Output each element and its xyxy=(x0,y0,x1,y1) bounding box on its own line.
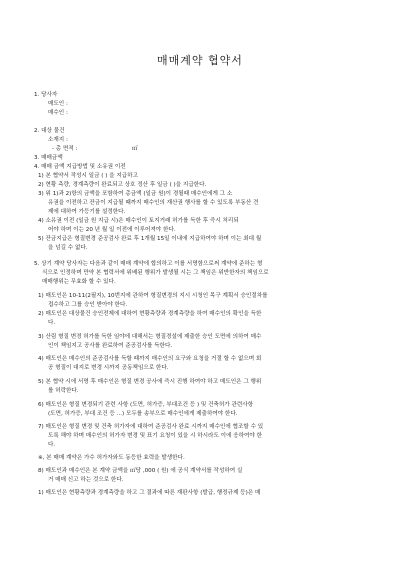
clause-5-1-line2: 접수하고 그를 승인 받아야 한다. xyxy=(48,302,128,308)
area-unit: ㎡ xyxy=(132,146,138,152)
area-label: - 총 면적 : xyxy=(52,146,78,152)
clause-4-3-line3: 제에 대하여 가등기를 설정한다. xyxy=(48,209,126,215)
buyer-label: 매수인 : xyxy=(48,110,68,116)
clause-5-3-line2: 인이 책임지고 공사를 완료하여 준공검사를 득한다. xyxy=(48,343,173,349)
seller-label: 매도인 : xyxy=(48,101,68,107)
clause-5-6-line2: (도면, 허가증, 부대 조건 등 ...) 모두를 송부으로 매수인에게 제출하여야 한다. xyxy=(48,411,238,417)
clause-5-7-line3: 다. xyxy=(48,442,56,448)
section-4-heading: 4. 매매 금액 지급방법 및 소유권 이전 xyxy=(34,164,126,170)
clause-4-1: 1) 본 협약서 작성시 일금 ( ) 을 지급하고 xyxy=(38,173,138,179)
clause-5-4-line2: 공 형질이 대지로 변경 시까지 공동책임으로 한다. xyxy=(48,365,169,371)
clause-5-9-line1: 1) 매도인은 현황측량과 경계측량을 하고 그 결과에 따른 재판사항 (발급, 행정규제 등)은 매 xyxy=(38,490,261,496)
section-1-heading: 1. 당사자 xyxy=(34,92,58,98)
clause-5-2-line2: 다. xyxy=(48,320,56,326)
clause-5-8-line2: 거 매매 신고 하는 것으로 한다. xyxy=(48,477,124,483)
section-5-line1: 5. 상기 계약 당사자는 다음과 같이 매매 계약에 합의하고 이를 서명함으로써 계약에 준하는 형 xyxy=(34,261,263,267)
clause-5-6-line1: 6) 매도인은 형질 변경되기 관련 사항 (도면, 허가증, 부대조건 등 ) 및 건축허가 관련사항 xyxy=(38,402,254,408)
document-title: 매매계약 협약서 xyxy=(157,54,243,67)
section-5-line2: 식으로 인정하며 만약 본 협력서에 위배된 행위가 발생될 시는 그 책임은 위반한자의 책임으로 xyxy=(42,270,269,276)
clause-5-4-line1: 4) 매도인은 매수인의 준공검사를 득할 때까지 매수인의 요구와 요청을 거절 할 수 없으며 회 xyxy=(38,356,262,362)
clause-5-8-line1: 8) 매도인과 매수인은 본 계약 금액을 ㎡당 ,000 ( 원) 에 공식 계약서를 작성하여 실 xyxy=(38,468,243,474)
clause-5-1-line1: 1) 매도인은 10-11(2필지), 10번지에 관하여 형질변경의 지시 시청인 목구 계획서 승인절차를 xyxy=(38,293,268,299)
clause-5-2-line1: 2) 매도인은 대상물건 승인전제에 대하여 현황측량과 경계측량을 하여 매수인의 확인을 득한 xyxy=(38,311,262,317)
location-label: 소재지 : xyxy=(48,137,68,143)
clause-4-4-line1: 4) 소유권 이전 (일금 원 지급 시)은 매수인이 토지거래 허가를 득한 후 즉시 처리되 xyxy=(38,218,239,224)
clause-4-4-line2: 어야 하며 이는 20 년 월 일 이전에 이루어져야 한다. xyxy=(48,227,176,233)
clause-5-7-line2: 도록 해야 하며 매수인의 허가자 변경 및 표기 요청이 있을 시 하시라도 이에 응하여야 한 xyxy=(48,433,263,439)
clause-5-3-line1: 3) 산림 형질 변경 허가를 득한 임야에 대해서는 형질경설에 제출한 승인 도면에 의하여 매수 xyxy=(38,334,262,340)
clause-5-5-line2: 를 허락한다. xyxy=(48,388,79,394)
clause-4-5-line2: 을 넘길 수 없다. xyxy=(48,245,88,251)
section-3-heading: 3. 매매금액 xyxy=(34,155,63,161)
section-2-heading: 2. 대상 물건 xyxy=(34,128,65,134)
clause-4-5-line1: 5) 잔금지급은 형질변경 준공검사 완료 후 1개월 15일 이내에 지급하여야 하며 이는 최대 월 xyxy=(38,236,262,242)
note-line: ※, 본 매매 계약은 가수 허가자와도 동등한 효력을 발생한다. xyxy=(38,455,185,461)
clause-4-3-line1: 3) 위 1)과 2)항의 금액을 포함하여 총금액 (일금 원)이 경될때 매수인에게 그 소 xyxy=(38,191,233,197)
clause-4-2: 2) 현황 측량, 경계측량이 완료되고 상호 정산 후 일금 ( )을 지급한다. xyxy=(38,182,207,188)
clause-4-3-line2: 유권을 이전하고 잔금이 지급될 때까지 매수인의 재산권 행사를 할 수 있도록 부동산 견 xyxy=(48,200,259,206)
clause-5-7-line1: 7) 매도인은 형질 변경 및 건축 허가자에 대하여 준공검사 완료 시까지 매수인에 협조할 수 있 xyxy=(38,424,264,430)
clause-5-5-line1: 5) 본 협약 시에 서명 후 매수인은 형질 변경 공사에 즉시 진행 하여야 하고 매도인은 그 행위 xyxy=(38,379,262,385)
section-5-line3: 매매행위는 무효화 할 수 있다. xyxy=(42,279,116,285)
